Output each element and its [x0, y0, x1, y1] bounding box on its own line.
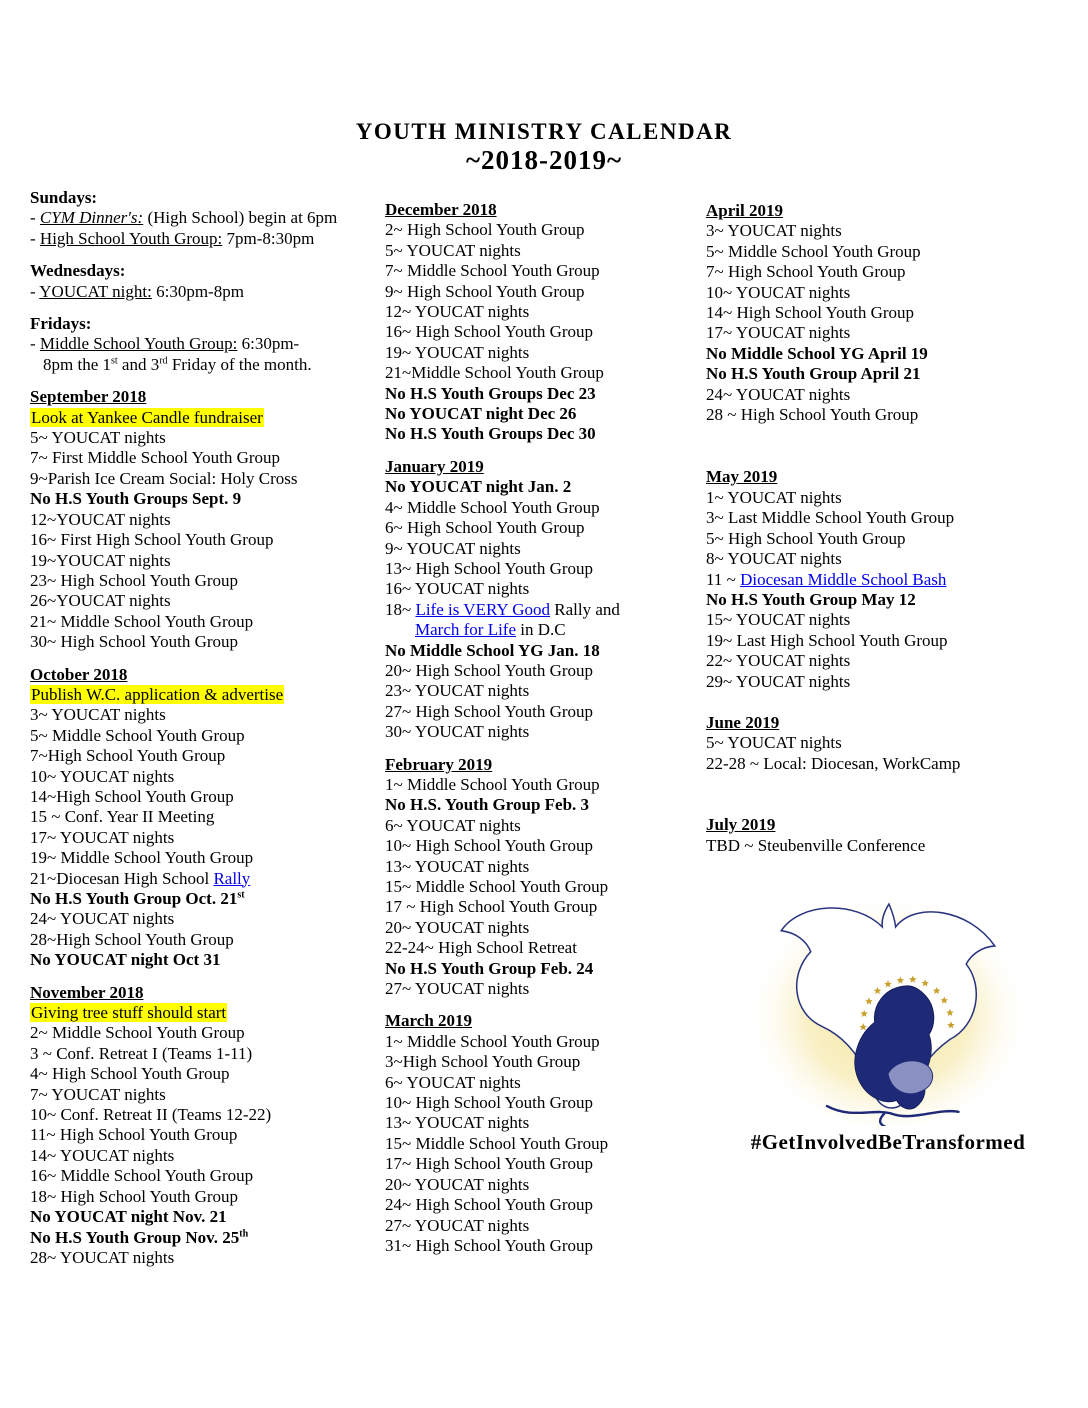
calendar-line [706, 590, 1051, 610]
month-header: September 2018 [30, 387, 147, 407]
text-segment: 16~ Middle School Youth Group [30, 1166, 254, 1186]
text-segment: 7~ Middle School Youth Group [385, 261, 600, 281]
text-segment: 3 ~ Conf. Retreat I (Teams 1-11) [30, 1043, 253, 1063]
text-segment: Rally and [550, 599, 620, 619]
text-segment: TBD ~ Steubenville Conference [706, 835, 926, 855]
calendar-line [385, 1113, 703, 1133]
calendar-line [385, 302, 703, 322]
text-segment: 13~ YOUCAT nights [385, 1113, 530, 1133]
text-segment: 10~ YOUCAT nights [30, 766, 175, 786]
text-segment: 8pm the 1 [43, 354, 111, 374]
section-january-2019 [385, 457, 703, 743]
calendar-line [385, 424, 703, 444]
text-segment: 24~ High School Youth Group [385, 1195, 594, 1215]
text-segment: 11 ~ [706, 569, 741, 589]
calendar-line [385, 1236, 703, 1256]
text-segment: Look at Yankee Candle fundraiser [31, 407, 263, 427]
calendar-line [385, 1134, 703, 1154]
dove-mary-logo [745, 886, 1031, 1126]
text-segment: 10~ YOUCAT nights [706, 282, 851, 302]
calendar-line [706, 754, 1051, 774]
text-segment: 28~ YOUCAT nights [30, 1247, 175, 1267]
text-segment: No H.S Youth Group Oct. 21 [30, 889, 238, 908]
calendar-line [385, 620, 703, 640]
text-segment: 19~ Middle School Youth Group [30, 848, 254, 868]
text-segment: 9~ High School Youth Group [385, 281, 585, 301]
text-segment: - [30, 334, 40, 354]
column-left [30, 188, 380, 1280]
text-segment: 19~YOUCAT nights [30, 550, 171, 570]
text-segment: 16~ First High School Youth Group [30, 530, 274, 550]
text-segment: 2~ High School Youth Group [385, 220, 585, 240]
column-right [706, 201, 1051, 868]
calendar-line [385, 498, 703, 518]
month-header: November 2018 [30, 982, 144, 1002]
text-segment: No YOUCAT night Dec 26 [385, 404, 577, 424]
calendar-line [385, 343, 703, 363]
text-segment: 7~ First Middle School Youth Group [30, 448, 281, 468]
text-segment: Middle School Youth Group: [39, 334, 238, 354]
text-segment: 12~ YOUCAT nights [385, 302, 530, 322]
month-header: October 2018 [30, 664, 128, 684]
calendar-line [706, 570, 1051, 590]
text-segment: No H.S Youth Group April 21 [706, 364, 921, 384]
calendar-line [385, 897, 703, 917]
text-segment: Friday of the month. [167, 354, 312, 374]
text-segment: 3~ YOUCAT nights [706, 221, 842, 241]
calendar-line [385, 918, 703, 938]
text-segment: 6:30pm- [237, 334, 300, 354]
column-middle [385, 200, 703, 1268]
text-segment: 9~ YOUCAT nights [385, 538, 521, 558]
section-wednesdays [30, 261, 380, 302]
text-segment: 13~ High School Youth Group [385, 558, 594, 578]
text-segment: No H.S. Youth Group Feb. 3 [385, 795, 590, 815]
text-segment: No H.S Youth Group Nov. 25 [30, 1227, 240, 1247]
month-header: May 2019 [706, 467, 778, 487]
calendar-line [706, 323, 1051, 343]
text-segment: in D.C [516, 620, 566, 640]
calendar-line [30, 355, 380, 375]
text-segment: 2~ Middle School Youth Group [30, 1023, 245, 1043]
text-segment: 1~ Middle School Youth Group [385, 1031, 600, 1051]
text-segment: 17~ YOUCAT nights [706, 323, 851, 343]
calendar-line [385, 322, 703, 342]
text-segment: 21~ Middle School Youth Group [30, 611, 254, 631]
calendar-line [706, 631, 1051, 651]
text-segment: No YOUCAT night Oct 31 [30, 950, 221, 970]
calendar-line [30, 1248, 380, 1268]
text-segment: 23~ YOUCAT nights [385, 681, 530, 701]
calendar-line [385, 363, 703, 383]
text-segment: 7~High School Youth Group [30, 746, 226, 766]
calendar-line [385, 600, 703, 620]
calendar-line [30, 612, 380, 632]
calendar-line [706, 651, 1051, 671]
text-segment: 7pm-8:30pm [222, 228, 315, 248]
calendar-line [30, 930, 380, 950]
text-segment: 14~ YOUCAT nights [30, 1145, 175, 1165]
calendar-line [30, 1207, 380, 1227]
highlighted-note [30, 1003, 227, 1022]
section-june-2019 [706, 713, 1051, 774]
text-segment: 29~ YOUCAT nights [706, 671, 851, 691]
section-november-2018 [30, 983, 380, 1269]
calendar-line [385, 722, 703, 742]
text-segment: 5~ Middle School Youth Group [706, 241, 921, 261]
text-segment: th [239, 1227, 249, 1239]
link[interactable]: Rally [213, 868, 251, 888]
calendar-line [30, 530, 380, 550]
text-segment: 15~ Middle School Youth Group [385, 1133, 609, 1153]
text-segment: 20~ YOUCAT nights [385, 1174, 530, 1194]
calendar-line [30, 282, 380, 302]
text-segment: 17~ YOUCAT nights [30, 827, 175, 847]
text-segment: Publish W.C. application & advertise [31, 684, 284, 704]
text-segment: 10~ High School Youth Group [385, 836, 594, 856]
calendar-line [385, 641, 703, 661]
text-segment: st [111, 355, 118, 367]
link[interactable]: Life is VERY Good [415, 599, 551, 619]
calendar-line [30, 1187, 380, 1207]
calendar-line [30, 685, 380, 705]
text-segment: No H.S Youth Groups Sept. 9 [30, 489, 242, 509]
calendar-line [30, 950, 380, 970]
calendar-line [30, 909, 380, 929]
calendar-line [30, 767, 380, 787]
section-sundays [30, 188, 380, 249]
text-segment: 4~ High School Youth Group [30, 1064, 230, 1084]
text-segment: 19~ Last High School Youth Group [706, 630, 948, 650]
highlighted-note [30, 408, 264, 427]
calendar-line [706, 385, 1051, 405]
calendar-line [30, 1064, 380, 1084]
text-segment: 23~ High School Youth Group [30, 570, 239, 590]
calendar-line [385, 477, 703, 497]
text-segment: 3~High School Youth Group [385, 1052, 581, 1072]
day-header: Wednesdays: [30, 261, 126, 281]
text-segment: 5~ Middle School Youth Group [30, 725, 245, 745]
text-segment: YOUCAT night: [39, 281, 152, 301]
calendar-line [30, 1003, 380, 1023]
calendar-line [385, 979, 703, 999]
section-april-2019 [706, 201, 1051, 425]
text-segment: 24~ YOUCAT nights [706, 384, 851, 404]
calendar-line [706, 283, 1051, 303]
text-segment: 31~ High School Youth Group [385, 1235, 594, 1255]
calendar-line [30, 428, 380, 448]
calendar-line [30, 208, 380, 228]
calendar-line [30, 869, 380, 889]
text-segment: 22-24~ High School Retreat [385, 938, 577, 958]
section-july-2019 [706, 815, 1051, 856]
text-segment: 22-28 ~ Local: Diocesan, WorkCamp [706, 753, 961, 773]
text-segment: No YOUCAT night Jan. 2 [385, 477, 572, 497]
text-segment: 27~ High School Youth Group [385, 701, 594, 721]
text-segment: 20~ High School Youth Group [385, 660, 594, 680]
text-segment: 13~ YOUCAT nights [385, 856, 530, 876]
text-segment: 10~ Conf. Retreat II (Teams 12-22) [30, 1105, 272, 1125]
day-header: Sundays: [30, 188, 98, 207]
month-header: January 2019 [385, 456, 484, 476]
calendar-line [30, 1105, 380, 1125]
calendar-line [385, 539, 703, 559]
calendar-line [385, 857, 703, 877]
text-segment: 9~Parish Ice Cream Social: Holy Cross [30, 468, 298, 488]
calendar-line [385, 681, 703, 701]
calendar-line [30, 229, 380, 249]
link[interactable]: Diocesan Middle School Bash [740, 569, 947, 589]
text-segment: 7~ YOUCAT nights [30, 1084, 166, 1104]
calendar-line [385, 959, 703, 979]
link[interactable]: March for Life [415, 620, 517, 640]
calendar-line [706, 303, 1051, 323]
text-segment: 16~ High School Youth Group [385, 322, 594, 342]
text-segment: 8~ YOUCAT nights [706, 549, 842, 569]
text-segment: 6~ YOUCAT nights [385, 1072, 521, 1092]
text-segment: 26~YOUCAT nights [30, 591, 171, 611]
text-segment: 5~ YOUCAT nights [385, 240, 521, 260]
calendar-line [385, 220, 703, 240]
text-segment: 5~ YOUCAT nights [706, 733, 842, 753]
calendar-line [385, 579, 703, 599]
calendar-line [385, 261, 703, 281]
text-segment: 14~ High School Youth Group [706, 303, 915, 323]
calendar-line [30, 591, 380, 611]
calendar-line [30, 1023, 380, 1043]
text-segment: No Middle School YG April 19 [706, 343, 928, 363]
text-segment: and 3 [117, 354, 160, 374]
calendar-line [706, 549, 1051, 569]
text-segment: 27~ YOUCAT nights [385, 1215, 530, 1235]
month-header: April 2019 [706, 201, 783, 220]
text-segment: - [30, 228, 40, 248]
calendar-line [706, 242, 1051, 262]
calendar-line [706, 610, 1051, 630]
calendar-line [385, 1154, 703, 1174]
calendar-line [30, 334, 380, 354]
calendar-line [30, 510, 380, 530]
calendar-line [385, 404, 703, 424]
month-header: March 2019 [385, 1011, 473, 1031]
text-segment: 22~ YOUCAT nights [706, 651, 851, 671]
text-segment: No Middle School YG Jan. 18 [385, 640, 600, 660]
month-header: June 2019 [706, 712, 780, 732]
text-segment: 6~ High School Youth Group [385, 518, 585, 538]
text-segment: No H.S Youth Group May 12 [706, 589, 916, 609]
text-segment: 21~Middle School Youth Group [385, 363, 604, 383]
month-header: December 2018 [385, 200, 497, 219]
calendar-line [30, 1044, 380, 1064]
section-december-2018 [385, 200, 703, 445]
calendar-line [385, 518, 703, 538]
calendar-line [30, 1125, 380, 1145]
text-segment: 20~ YOUCAT nights [385, 917, 530, 937]
calendar-line [30, 1166, 380, 1186]
text-segment: 5~ High School Youth Group [706, 528, 906, 548]
calendar-line [30, 489, 380, 509]
text-segment: 6~ YOUCAT nights [385, 815, 521, 835]
hashtag: #GetInvolvedBeTransformed [750, 1130, 1026, 1154]
calendar-line [385, 1216, 703, 1236]
calendar-line [706, 672, 1051, 692]
calendar-line [385, 282, 703, 302]
text-segment: 17~ High School Youth Group [385, 1154, 594, 1174]
section-march-2019 [385, 1011, 703, 1256]
calendar-line [706, 529, 1051, 549]
text-segment: 11~ High School Youth Group [30, 1125, 238, 1145]
month-header: February 2019 [385, 754, 493, 774]
text-segment: 1~ YOUCAT nights [706, 487, 842, 507]
logo-block [728, 886, 1048, 1152]
text-segment: 30~ YOUCAT nights [385, 722, 530, 742]
text-segment: 18~ High School Youth Group [30, 1186, 239, 1206]
text-segment: 3~ Last Middle School Youth Group [706, 508, 955, 528]
highlighted-note [30, 685, 284, 704]
text-segment: 4~ Middle School Youth Group [385, 497, 600, 517]
text-segment: 30~ High School Youth Group [30, 632, 239, 652]
calendar-line [385, 661, 703, 681]
calendar-line [385, 836, 703, 856]
text-segment: 10~ High School Youth Group [385, 1093, 594, 1113]
text-segment: 7~ High School Youth Group [706, 262, 906, 282]
text-segment: 28 ~ High School Youth Group [706, 405, 919, 425]
calendar-line [385, 1195, 703, 1215]
text-segment: 27~ YOUCAT nights [385, 979, 530, 999]
text-segment: 19~ YOUCAT nights [385, 342, 530, 362]
calendar-line [706, 508, 1051, 528]
text-segment: 16~ YOUCAT nights [385, 579, 530, 599]
text-segment: 15~ YOUCAT nights [706, 610, 851, 630]
text-segment: 28~High School Youth Group [30, 929, 234, 949]
text-segment: 14~High School Youth Group [30, 786, 234, 806]
calendar-line [30, 632, 380, 652]
calendar-line [30, 551, 380, 571]
text-segment: 3~ YOUCAT nights [30, 705, 166, 725]
calendar-line [385, 1073, 703, 1093]
calendar-line [30, 1085, 380, 1105]
calendar-line [706, 405, 1051, 425]
calendar-line [385, 559, 703, 579]
calendar-line [385, 1175, 703, 1195]
text-segment: Giving tree stuff should start [31, 1003, 227, 1023]
calendar-line [385, 241, 703, 261]
calendar-line [385, 816, 703, 836]
calendar-line [30, 1146, 380, 1166]
text-segment: No H.S Youth Groups Dec 23 [385, 383, 596, 403]
calendar-line [706, 488, 1051, 508]
calendar-line [385, 702, 703, 722]
text-segment: 5~ YOUCAT nights [30, 428, 166, 448]
page-subtitle: ~2018-2019~ [465, 145, 623, 175]
calendar-line [385, 1052, 703, 1072]
text-segment: High School Youth Group: [39, 228, 223, 248]
calendar-line [30, 408, 380, 428]
calendar-line [706, 262, 1051, 282]
calendar-line [706, 364, 1051, 384]
calendar-line [30, 726, 380, 746]
text-segment: 21~Diocesan High School [30, 868, 214, 888]
calendar-line [30, 571, 380, 591]
calendar-line [30, 889, 380, 909]
section-fridays [30, 314, 380, 375]
section-september-2018 [30, 387, 380, 652]
text-segment: 24~ YOUCAT nights [30, 909, 175, 929]
text-segment: CYM Dinner's: [39, 208, 144, 228]
text-segment: No YOUCAT night Nov. 21 [30, 1207, 227, 1227]
text-segment: 17 ~ High School Youth Group [385, 897, 598, 917]
calendar-line [30, 746, 380, 766]
text-segment: rd [159, 355, 168, 367]
calendar-line [706, 221, 1051, 241]
text-segment: - [30, 281, 40, 301]
calendar-line [706, 344, 1051, 364]
calendar-line [30, 448, 380, 468]
calendar-line [30, 848, 380, 868]
calendar-line [385, 1093, 703, 1113]
text-segment: (High School) begin at 6pm [143, 208, 338, 228]
section-february-2019 [385, 755, 703, 1000]
text-segment: 6:30pm-8pm [151, 281, 244, 301]
calendar-line [30, 705, 380, 725]
calendar-line [30, 469, 380, 489]
text-segment: 1~ Middle School Youth Group [385, 774, 600, 794]
text-segment: st [237, 889, 245, 901]
calendar-line [706, 836, 1051, 856]
calendar-line [385, 1032, 703, 1052]
month-header: July 2019 [706, 815, 776, 835]
text-segment: 12~YOUCAT nights [30, 509, 171, 529]
calendar-line [30, 828, 380, 848]
calendar-line [385, 775, 703, 795]
calendar-line [385, 384, 703, 404]
day-header: Fridays: [30, 314, 92, 334]
text-segment: No H.S Youth Group Feb. 24 [385, 958, 594, 978]
text-segment: 18~ [385, 599, 416, 619]
text-segment: No H.S Youth Groups Dec 30 [385, 424, 596, 444]
page-title: YOUTH MINISTRY CALENDAR [355, 119, 733, 144]
section-may-2019 [706, 467, 1051, 691]
text-segment: 15 ~ Conf. Year II Meeting [30, 807, 215, 827]
calendar-line [385, 877, 703, 897]
calendar-line [30, 787, 380, 807]
text-segment: - [30, 208, 40, 228]
calendar-line [30, 807, 380, 827]
calendar-line [30, 1228, 380, 1248]
calendar-line [706, 733, 1051, 753]
text-segment: 15~ Middle School Youth Group [385, 877, 609, 896]
calendar-line [385, 938, 703, 958]
calendar-line [385, 795, 703, 815]
section-october-2018 [30, 665, 380, 971]
